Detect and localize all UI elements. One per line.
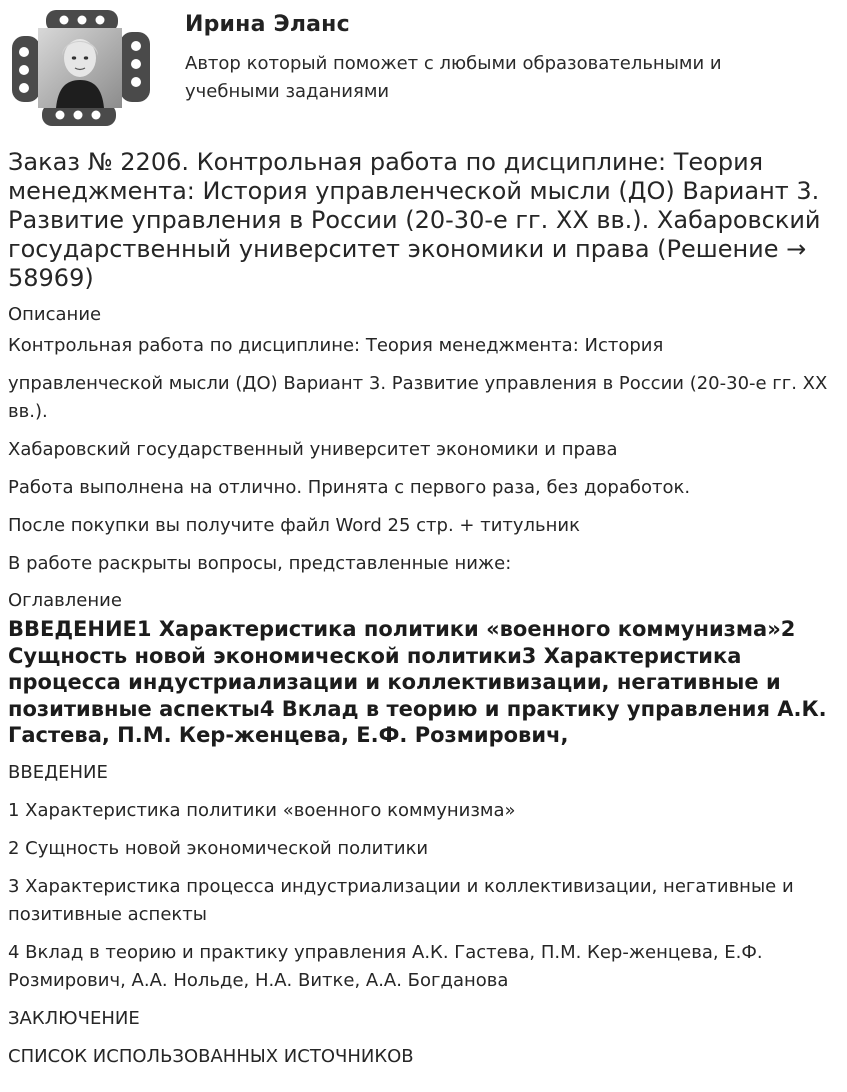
description-paragraph: В работе раскрыты вопросы, представленные ниже: [8, 553, 512, 574]
author-avatar [6, 6, 154, 130]
toc-item: 1 Характеристика политики «военного коммунизма» [8, 799, 516, 821]
toc-item: ЗАКЛЮЧЕНИЕ [8, 1007, 140, 1029]
toc-item: 4 Вклад в теорию и практику управления А.К. Гастева, П.М. Кер-женцева, Е.Ф. Розмирович, А.А. Нольде, Н.А. Витке, А.А. Богданова [8, 941, 763, 991]
toc-item: 3 Характеристика процесса индустриализации и коллективизации, негативные и позитивные аспекты [8, 875, 794, 925]
toc-item: 2 Сущность новой экономической политики [8, 837, 429, 859]
toc-label: Оглавление [8, 590, 122, 611]
description-paragraph: Работа выполнена на отлично. Принята с первого раза, без доработок. [8, 477, 691, 498]
author-name: Ирина Эланс [185, 12, 350, 37]
author-card [0, 0, 847, 135]
toc-item: ВВЕДЕНИЕ [8, 761, 108, 783]
description-label: Описание [8, 304, 102, 325]
description-paragraph: управленческой мысли (ДО) Вариант 3. Развитие управления в России (20-30-е гг. XX вв.). [8, 373, 828, 422]
description-paragraph: После покупки вы получите файл Word 25 стр. + титульник [8, 515, 580, 536]
description-paragraph: Контрольная работа по дисциплине: Теория менеджмента: История [8, 335, 664, 356]
toc-item: СПИСОК ИСПОЛЬЗОВАННЫХ ИСТОЧНИКОВ [8, 1045, 414, 1067]
author-description: Автор который поможет с любыми образовательными и учебными заданиями [185, 53, 722, 102]
order-content [8, 302, 840, 1071]
description-paragraph: Хабаровский государственный университет экономики и права [8, 439, 618, 460]
order-title: Заказ № 2206. Контрольная работа по дисциплине: Теория менеджмента: История управленческой мысли (ДО) Вариант 3. Развитие управления в России (20-30-е гг. XX вв.). Хабаровский государственный университет экономики и права (Решение → 58969) [8, 148, 821, 292]
toc-summary: ВВЕДЕНИЕ1 Характеристика политики «военного коммунизма»2 Сущность новой экономической политики3 Характеристика процесса индустриализации и коллективизации, негативные и позитивные аспекты4 Вклад в теорию и практику управления А.К. Гастева, П.М. Кер-женцева, Е.Ф. Розмирович, [8, 617, 827, 747]
